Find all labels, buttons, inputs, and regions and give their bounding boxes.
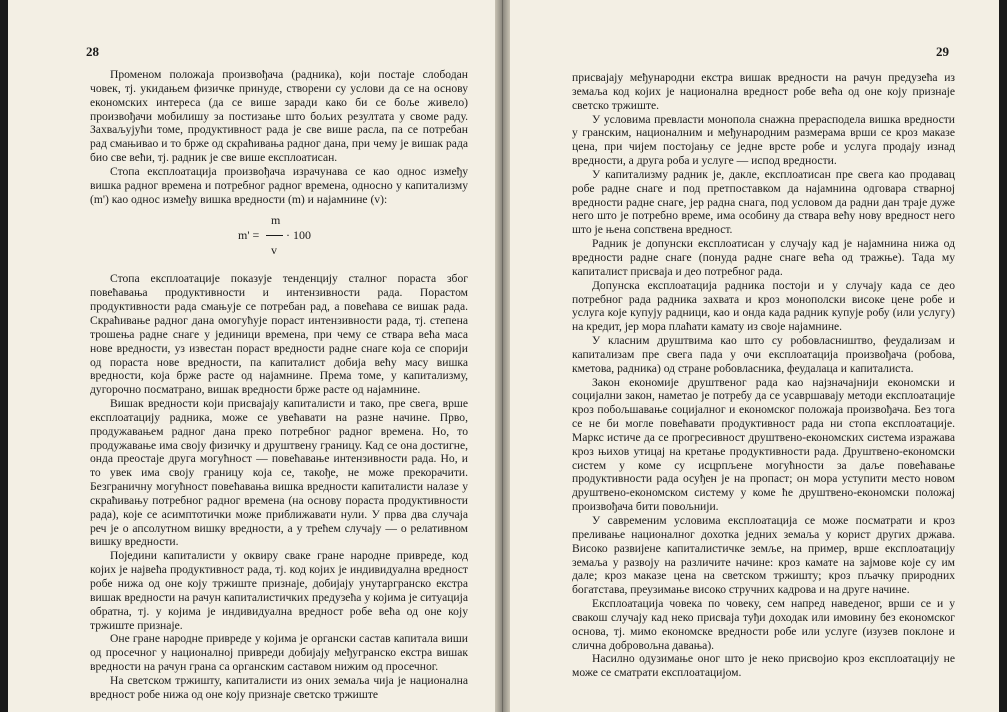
paragraph: У класним друштвима као што су робовласништво, феудализам и капитализам пре свега пада у очи експлоатација произвођача (робова, кметова, радника) од стране робовласника, феудалаца и капиталиста. — [572, 334, 955, 375]
paragraph: Радник је допунски експлоатисан у случају кад је најамнина нижа од вредности радне снаге (понуда радне снаге већа од тражње). Тада му капиталист присваја и део потребног рада. — [572, 237, 955, 278]
left-page — [8, 0, 495, 712]
paragraph: Закон економије друштвеног рада као најзначајнији економски и социјални закон, наметао је потребу да се усавршавају методи експлоатације кроз побољшавање социјалног и економског положаја произвођача. Без тога се не би могле повећавати продуктивност рада ни стопа експлоатације. Маркс истиче да се прогресивност друштвено-економских система изражава кроз њихов утицај на кретање продуктивности рада. Друштвено-економски систем у коме су исцрпљене могућности за даље повећавање продуктивности рада осуђен је на пропаст; он мора уступити место новом друштвено-економском систему у коме ће друштвено-економски положај произвођача бити повољнији. — [572, 375, 955, 514]
paragraph: На светском тржишту, капиталисти из оних земаља чија је национална вредност робе нижа од оне коју признаје светско тржиште — [90, 673, 468, 701]
paragraph: У капитализму радник је, дакле, експлоатисан пре свега као продавац робе радне снаге и под претпоставком да најамнина одговара стварној вредности радне снаге, јер радна снага, под условом да радни дан траје дуже него што је потребно време, има особину да ствара већу нову вредност него што је њена сопствена вредност. — [572, 167, 955, 237]
exploitation-rate-formula — [90, 212, 468, 264]
formula-lhs: m' = — [238, 228, 260, 243]
paragraph: Променом положаја произвођача (радника), који постаје слободан човек, тј. укидањем физичке принуде, створени су услови да се на основу економских интереса (да се више заради како би се боље живело) произвођачи мобилишу за постизање што бољих резултата у своме раду. Захваљујући томе, продуктивност рада је све више расла, па се потребан рад смањивао и то брже од скраћивања радног дана, при чему је вишак рада био све већи, тј. радник је све више експлоатисан. — [90, 68, 468, 165]
page-number-left: 28 — [86, 44, 99, 59]
paragraph: Насилно одузимање оног што је неко присвојио кроз експлоатацију не може се сматрати експлоатацијом. — [572, 652, 955, 680]
paragraph: Стопа експлоатација произвођача израчунава се као однос између вишка радног времена и потребног радног времена, односно у капитализму (m') као однос између вишка вредности (m) и најамнине (v): — [90, 164, 468, 206]
paragraph: У условима превласти монопола снажна прерасподела вишка вредности у гранским, националним и међународним размерама врши се кроз маказе цена, при чијем постојању се једне врсте робе и услуга продају изнад вредности, а друга роба и услуге — испод вредности. — [572, 112, 955, 168]
right-page — [510, 0, 999, 712]
formula-numerator: m — [271, 213, 281, 228]
paragraph: Вишак вредности који присвајају капиталисти и тако, пре свега, врше експлоатацију радника, може се увећавати на разне начине. Прво, продужавањем радног дана преко потребног радног времена. Но, то продужавање има своју физичку и друштвену границу. Кад се она достигне, онда преостаје друга могућност — повећавање интензивности рада. Но, и то увек има своју границу која се, такође, не може прекорачити. Безграничну могућност повећавања вишка вредности капиталисти налазе у скраћивању потребног радног времена (на основу пораста продуктивности рада), које се асимптотички може приближавати нули. У прва два случаја реч је о апсолутном вишку вредности, а у трећем случају — о релативном вишку вредности. — [90, 397, 468, 549]
fraction-bar — [266, 235, 283, 236]
paragraph: присвајају међународни екстра вишак вредности на рачун предузећа из земаља код којих је национална вредност робе већа од оне коју признаје светско тржиште. — [572, 71, 955, 112]
paragraph: Поједини капиталисти у оквиру сваке гране народне привредe, код којих је највећа продуктивност рада, тј. код којих је индивидуална вредност робе нижа од оне коју тржиште признаје, добијају унутаргранско екстра вишак вредности на рачун капиталистичких предузећа у којима је ситуација обратна, тј. у којима је индивидуална вредност робе већа од оне коју тржиште признаје. — [90, 549, 468, 632]
paragraph: Стопа експлоатације показује тенденцију сталног пораста због повећавања продуктивности и интензивности рада. Порастом продуктивности рада смањује се потребан рад, а повећава се вишак рада. Скраћивање радног дана омогућује пораст интензивности рада, тј. степена трошења радне снаге у јединици времена, при чему се ствара већа маса нове вредности, уз известан пораст вредности радне снаге која се спорији од пораста нове вредности, па капиталист добија већу масу вишка вредности, која брже расте од најамнине. Према томе, у капитализму, дугорочно посматрано, вишак вредности брже расте од најамнине. — [90, 272, 468, 397]
paragraph: Оне гране народне привреде у којима је органски састав капитала виши од просечног у националној привреди добијају међугранско екстра вишак вредности на рачун грана са органским саставом нижим од просечног. — [90, 632, 468, 674]
left-page-text — [90, 68, 468, 702]
paragraph: У савременим условима експлоатација се може посматрати и кроз преливање националног дохотка једних земаља у корист других држава. Високо развијене капиталистичке земље, на пример, врше експлоатацију земаља у развоју на различите начине: кроз камате на зајмове које су им дале; кроз маказе цена на светском тржишту; кроз пљачку природних богатстава, преузимање високо стручних кадрова и на друге начине. — [572, 514, 955, 597]
formula-denominator: v — [271, 243, 277, 258]
book-gutter — [495, 0, 510, 712]
formula-factor: · 100 — [286, 228, 311, 243]
right-page-text — [572, 71, 955, 680]
page-number-right: 29 — [936, 44, 949, 59]
paragraph: Допунска експлоатација радника постоји и у случају када се део потребног рада радника захвата и кроз монополски високе цене робе и услуга које купују радници, као и онда када радник купује робу (или услугу) на кредит, јер мора плаћати камату из своје најамнине. — [572, 278, 955, 334]
paragraph: Експлоатација човека по човеку, сем напред наведеног, врши се и у свакош случају кад неко присваја туђи доходак или имовину без економског основа, тј. мимо економске вредности робе или услуге (изузев поклоне и слична добровољна давања). — [572, 597, 955, 652]
